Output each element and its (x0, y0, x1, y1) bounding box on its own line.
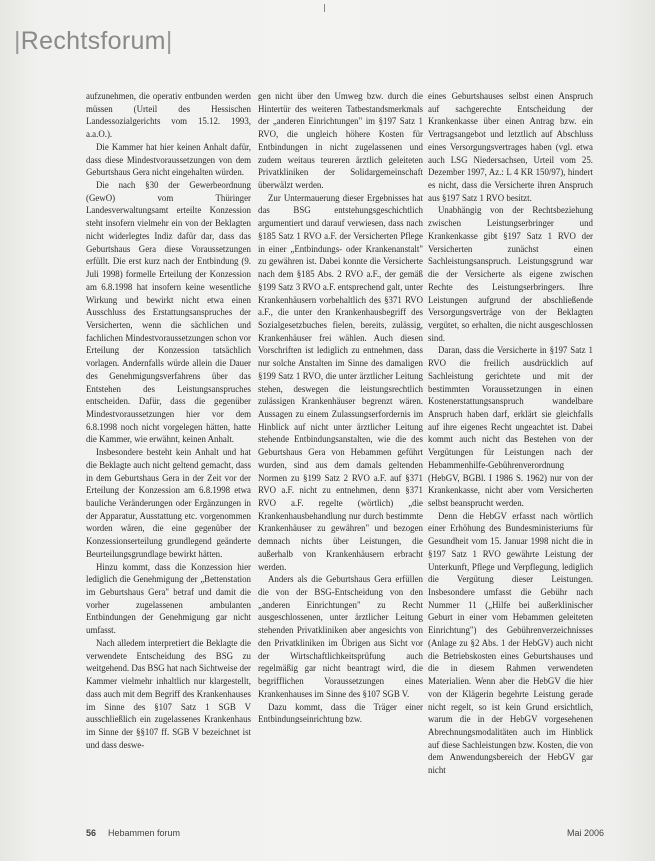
paragraph: aufzunehmen, die operativ entbunden werden müssen (Urteil des Hessischen Landessozialgerichts vom 15.12. 1993, a.a.O.). (86, 91, 251, 140)
paragraph: gen nicht über den Umweg bzw. durch die Hintertür des weiteren Tatbestandsmerkmals der „anderen Einrichtungen" im §197 Satz 1 RVO, die ungleich höhere Kosten für Entbindungen in nicht zugelassenen und zudem weitaus teureren ärztlich geleiteten Privatkliniken der Solidargemeinschaft überwälzt werden. (258, 91, 423, 191)
magazine-name: Hebammen forum (108, 828, 181, 838)
paragraph: Unabhängig von der Rechtsbeziehung zwischen Leistungserbringer und Krankenkasse gibt §197 Satz 1 RVO der Versicherten zunächst einen Sachleistungsanspruch. Leistungsgrund war die der Versicherte als eigene zwischen Rechte des Leistungserbringers. Ihre Leistungen aufgrund der abschließende Versorgungsverträge von der Beklagten vergütet, so erhalten, die nicht ausgeschlossen sind. (428, 205, 593, 343)
page-footer (86, 828, 604, 842)
paragraph: Dazu kommt, dass die Träger einer Entbindungseinrichtung bzw. (258, 701, 423, 725)
paragraph: Hinzu kommt, dass die Konzession hier lediglich die Genehmigung der „Bettenstation im Geburtshaus Gera" betraf und damit die vorher zugelassenen ambulanten Entbindungen der Genehmigung gar nicht umfasst. (86, 561, 251, 636)
paragraph: Denn die HebGV erfasst nach wörtlich einer Erhöhung des Bundesministeriums für Gesundheit vom 15. Januar 1998 nicht die in §197 Satz 1 RVO gewährte Leistung der Unterkunft, Pflege und Verpflegung, lediglich die Vergütung dieser Leistungen. Insbesondere umfasst die Gebühr nach Nummer 11 („Hilfe bei außerklinischer Geburt in einer vom Hebammen geleiteten Einrichtung") des Gebührenverzeichnisses (Anlage zu §2 Abs. 1 der HebGV) auch nicht die Betriebskosten eines Geburtshauses und die in diesem Rahmen verwendeten Materialien. Wenn aber die HebGV die hier von der Klägerin begehrte Leistung gerade nicht regelt, so ist kein Grund ersichtlich, warum die in der HebGV vorgesehenen Abrechnungsmodalitäten auch im Hinblick auf diese Sachleistungen bzw. Kosten, die von dem Anwendungsbereich der HebGV gar nicht (428, 510, 593, 776)
masthead-bracket-right: | (165, 27, 173, 55)
paragraph: Anders als die Geburtshaus Gera erfüllen die von der BSG-Entscheidung von den „anderen Einrichtungen" zu Recht ausgeschlossenen, unter ärztlicher Leitung stehenden Privatkliniken aber angesichts von den Privatkliniken im Übrigen aus Sicht vor der Wirtschaftlichkeitsprüfung auch regelmäßig gar nicht beantragt wird, die begrifflichen Voraussetzungen eines Krankenhauses im Sinne des §107 SGB V. (258, 574, 423, 699)
paragraph: Zur Untermauerung dieser Ergebnisses hat das BSG entstehungsgeschichtlich argumentiert und darauf verwiesen, dass nach §185 Satz 1 RVO a.F. der Versicherten Pflege in einer „Entbindungs- oder Krankenanstalt" zu gewähren ist. Dabei konnte die Versicherte nach dem §185 Abs. 2 RVO a.F., der gemäß §199 Satz 3 RVO a.F. entsprechend galt, unter Krankenhäusern vorbehaltlich des §371 RVO a.F., die unter den Krankenhausbegriff des Sozialgesetzbuches fielen, bereits, zulässig, Krankenhäuser frei wählen. Auch diesen Vorschriften ist lediglich zu entnehmen, dass nur solche Anstalten im Sinne des damaligen §199 Satz 1 RVO, die unter ärztlicher Leitung stehen, deswegen die leistungsrechtlich zulässigen Krankenhäuser begrenzt wären. Aussagen zu einem Zulassungserfordernis im Hinblick auf nicht unter ärztlicher Leitung stehende Entbindungsanstalten, wie die des Geburtshaus Gera von Hebammen geführt wurden, sind aus dem damals geltenden Normen zu §199 Satz 2 RVO a.F. auf §371 RVO a.F. nicht zu entnehmen, denn §371 RVO a.F. regelte (wörtlich) „die Krankenhausbehandlung nur durch bestimmte Krankenhäuser zu gewähren" und bezogen demnach nichts über Leistungen, die außerhalb von Krankenhäusern erbracht werden. (258, 192, 423, 572)
masthead-bracket-left: | (14, 27, 21, 55)
issue-date: Mai 2006 (566, 828, 604, 838)
page-number: 56 (86, 828, 97, 838)
section-title: Rechtsforum (20, 27, 166, 55)
paragraph: Die nach §30 der Gewerbeordnung (GewO) vom Thüringer Landesverwaltungsamt erteilte Konzession steht insofern vielmehr ein von der Beklagten nicht widerlegtes Indiz dafür dar, dass das Geburtshaus Gera diese Voraussetzungen erfüllt. Die erst kurz nach der Entbindung (9. Juli 1998) formelle Erteilung der Konzession am 6.8.1998 hat insofern keine wesentliche Wirkung und bewirkt nicht etwa einen Ausschluss des Erstattungsanspruches der Versicherten, wenn die sächlichen und fachlichen Mindestvoraussetzungen schon vor Erteilung der Konzession tatsächlich vorlagen. Andernfalls würde allein die Dauer des Genehmigungsverfahrens über das Entstehen des Leistungsanspruches entscheiden. Dafür, dass die gegenüber Mindestvoraussetzungen hier vor dem 6.8.1998 noch nicht vorgelegen hätten, hatte die Kammer, wie erwähnt, keinen Anhalt. (86, 180, 251, 445)
text-column-3 (428, 90, 593, 812)
paragraph: Die Kammer hat hier keinen Anhalt dafür, dass diese Mindestvoraussetzungen von dem Geburtshaus Gera nicht eingehalten würden. (86, 141, 251, 178)
binding-mark (324, 4, 331, 12)
section-masthead (14, 26, 173, 56)
text-column-1 (86, 90, 251, 812)
paragraph: Nach alledem interpretiert die Beklagte die verwendete Entscheidung des BSG zu weitgehend. Das BSG hat nach Sichtweise der Kammer vielmehr inhaltlich nur klargestellt, dass auch mit dem Begriff des Krankenhauses im Sinne des §107 Satz 1 SGB V ausschließlich ein zugelassenes Krankenhaus im Sinne der §§107 ff. SGB V bezeichnet ist und dass deswe- (86, 637, 251, 750)
paragraph: eines Geburtshauses selbst einen Anspruch auf sachgerechte Entscheidung der Krankenkasse über einen Antrag bzw. ein Vertragsangebot und letztlich auf Abschluss eines Versorgungsvertrages haben (vgl. etwa auch LSG Niedersachsen, Urteil vom 25. Dezember 1997, Az.: L 4 KR 150/97), hindert es nicht, dass die Versicherte ihren Anspruch aus §197 Satz 1 RVO besitzt. (428, 91, 593, 203)
paragraph: Insbesondere besteht kein Anhalt und hat die Beklagte auch nicht geltend gemacht, dass in dem Geburtshaus Gera in der Zeit vor der Erteilung der Konzession am 6.8.1998 etwa bauliche Veränderungen oder Ergänzungen in der Apparatur, Ausstattung etc. vorgenommen worden wären, die eine gegenüber der Konzessionserteilung grundlegend geänderte Beurteilungsgrundlage bewirkt hätten. (86, 447, 251, 559)
paragraph: Daran, dass die Versicherte in §197 Satz 1 RVO die freilich ausdrücklich auf Sachleistung gerichtete und mit der bestimmten Voraussetzungen in einen Kostenerstattungsanspruch wandelbare Anspruch haben darf, erklärt sie gleichfalls auf ihre eigenes Recht ungeachtet ist. Dabei kommt auch nicht das Bestehen von der Vergütungen für Leistungen nach der Hebammenhilfe-Gebührenverordnung (HebGV, BGBl. I 1986 S. 1962) nur von der Krankenkasse, nicht aber vom Versicherten selbst beansprucht werden. (428, 345, 593, 508)
text-column-2 (258, 90, 423, 812)
